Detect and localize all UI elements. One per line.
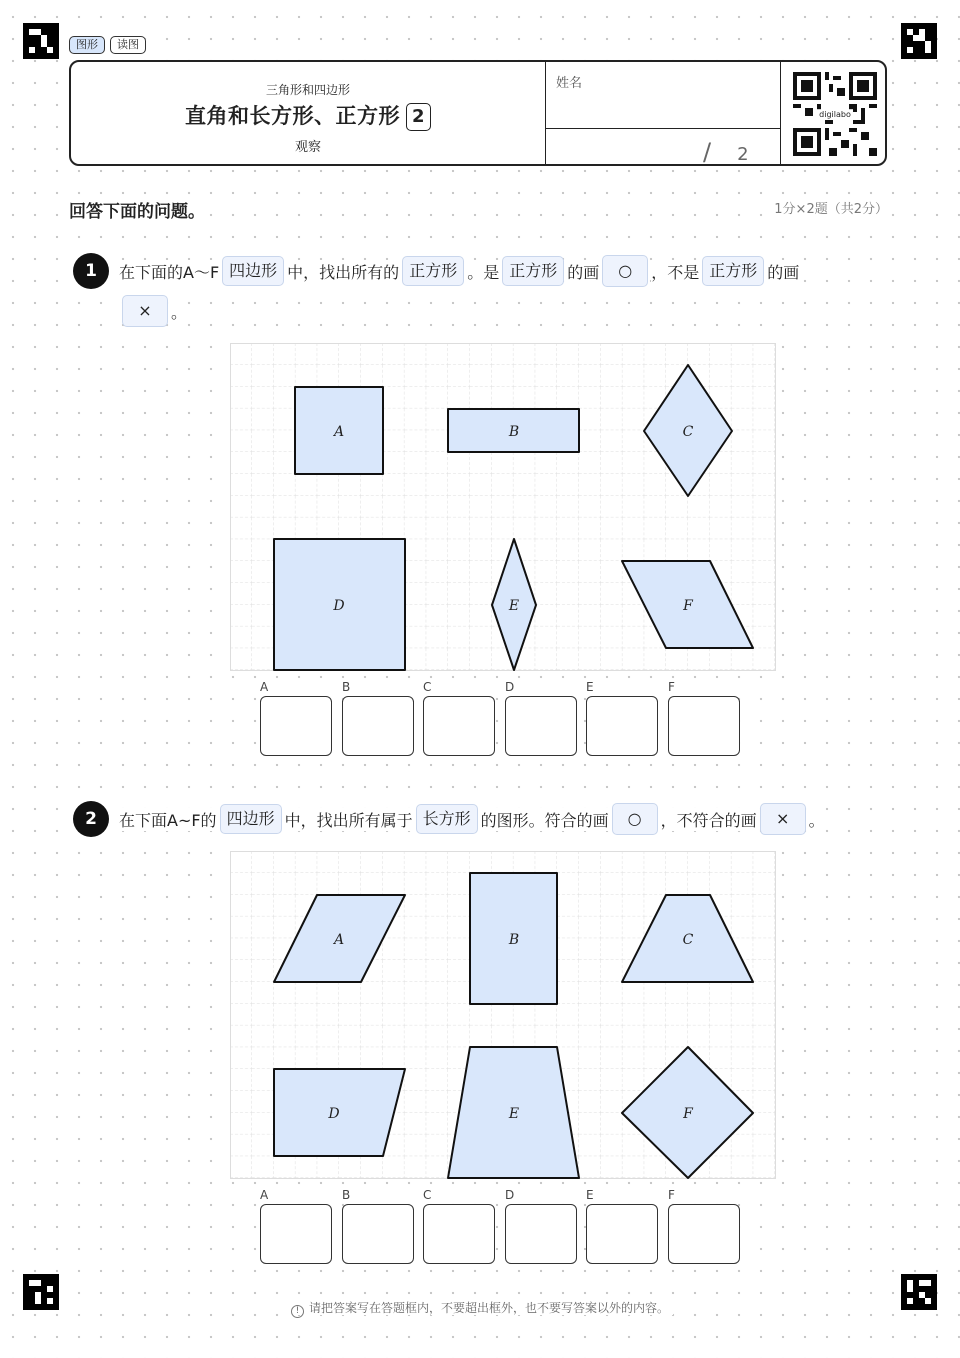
question-2-number: 2 [73,801,109,837]
answer-label-b: B [342,1188,351,1202]
name-label: 姓名 [556,76,583,91]
corner-marker-top-right [901,23,937,59]
answer-box-f[interactable] [668,696,740,756]
answer-box-f[interactable] [668,1204,740,1264]
qr-caption: digilabo [819,110,851,119]
shape-a-label: A [333,424,345,440]
answer-label-f: F [668,680,675,694]
shape-b-label: B [508,424,520,440]
answer-label-e: E [586,680,594,694]
circle-symbol: ○ [612,803,658,835]
worksheet-header [69,60,887,166]
corner-marker-top-left [23,23,59,59]
shape-d-label: D [333,598,345,614]
keyword-rectangle: 长方形 [416,804,478,834]
answer-label-d: D [505,680,515,694]
keyword-quadrilateral: 四边形 [222,256,284,286]
shape-e-label: E [508,1106,520,1122]
answer-box-e[interactable] [586,1204,658,1264]
answer-box-b[interactable] [342,1204,414,1264]
question-2-text: 在下面A~F的 四边形 中，找出所有属于 长方形 的图形。符合的画 ○ ，不符合的画 × 。 [119,803,825,835]
answer-box-a[interactable] [260,1204,332,1264]
answer-box-c[interactable] [423,696,495,756]
question-2-figure [230,851,776,1179]
footer-text: 请把答案写在答题框内，不要超出框外，也不要写答案以外的内容。 [308,1301,669,1315]
worksheet-title [71,100,545,131]
answer-box-a[interactable] [260,696,332,756]
question-1-text-cont: × 。 [119,295,187,327]
question-1-number: 1 [73,253,109,289]
answer-box-b[interactable] [342,696,414,756]
answer-label-d: D [505,1188,515,1202]
score-field[interactable]: / 2 [703,138,749,166]
keyword-square: 正方形 [402,256,464,286]
cross-symbol: × [122,295,168,327]
instruction-heading: 回答下面的问题。 [69,197,205,222]
category-tags [69,36,146,54]
shape-c-label: C [682,932,694,948]
unit-subtitle: 三角形和四边形 [265,83,350,97]
keyword-square: 正方形 [702,256,764,286]
cross-symbol: × [760,803,806,835]
answer-label-c: C [423,1188,432,1202]
divider [545,128,780,129]
footer-note [0,1299,960,1318]
answer-label-f: F [668,1188,675,1202]
answer-box-d[interactable] [505,1204,577,1264]
answer-box-d[interactable] [505,696,577,756]
shape-e-label: E [508,598,520,614]
answer-box-e[interactable] [586,696,658,756]
keyword-square: 正方形 [502,256,564,286]
question-1-figure [230,343,776,671]
title-text: 直角和长方形、正方形 [184,104,400,128]
answer-box-c[interactable] [423,1204,495,1264]
shape-f-label: F [683,598,693,614]
score-total: 2 [737,144,749,165]
title-area [71,62,545,164]
question-1-text: 在下面的A～F 四边形 中，找出所有的 正方形 。是 正方形 的画 ○ ，不是 正方形 的画 [119,255,799,287]
answer-label-a: A [260,680,269,694]
answer-label-a: A [260,1188,269,1202]
shape-f-label: F [683,1106,693,1122]
answer-label-c: C [423,680,432,694]
divider [780,62,781,164]
points-info: 1分×2题（共2分） [774,198,888,217]
answer-label-b: B [342,680,351,694]
answer-label-e: E [586,1188,594,1202]
shape-c-label: C [682,424,694,440]
shape-b-label: B [508,932,520,948]
tag-reading: 读图 [110,36,146,54]
circle-symbol: ○ [602,255,648,287]
shape-a-label: A [333,932,345,948]
keyword-quadrilateral: 四边形 [220,804,282,834]
info-icon: ! [291,1305,304,1318]
worksheet-number: 2 [406,103,431,131]
shape-d-label: D [328,1106,340,1122]
divider [545,62,546,164]
tag-shapes: 图形 [69,36,105,54]
skill-category: 观察 [294,140,321,155]
